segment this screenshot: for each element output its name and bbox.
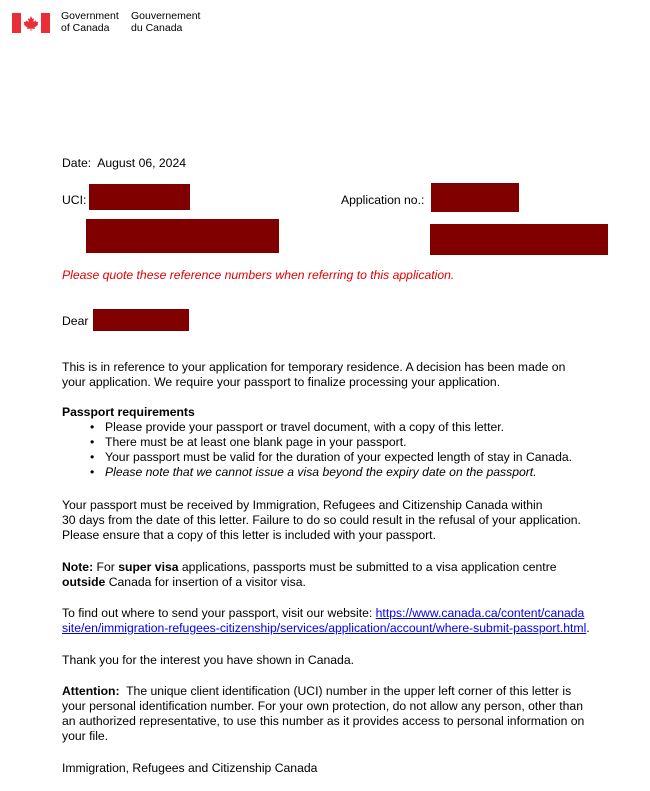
canada-flag-icon [12,13,50,33]
where-submit-passport-link[interactable]: https://www.canada.ca/content/canada [375,606,585,620]
intro-line: your application. We require your passport to finalize processing your application. [62,375,501,389]
signature: Immigration, Refugees and Citizenship Canada [62,761,318,775]
list-item: • There must be at least one blank page in your passport. [90,435,407,449]
gov-en-line2: of Canada [61,21,110,34]
uci-redaction [89,184,190,210]
receipt-line: Please ensure that a copy of this letter is included with your passport. [62,528,436,542]
list-item: • Please provide your passport or travel document, with a copy of this letter. [90,420,505,434]
list-item: • Your passport must be valid for the duration of your expected length of stay in Canada. [90,450,573,464]
reference-notice: Please quote these reference numbers when referring to this application. [62,268,455,282]
application-number-redaction [431,183,519,212]
date-label: Date: [62,156,92,170]
list-item: • Please note that we cannot issue a visa beyond the expiry date on the passport. [90,465,537,479]
gouvernement-du-canada-wordmark [131,11,200,34]
salutation: Dear [62,314,89,328]
passport-requirements-list [90,420,572,480]
recipient-name-redaction [93,309,189,331]
government-of-canada-wordmark [61,11,119,34]
intro-paragraph [62,360,622,390]
super-visa-note: Note: For super visa applications, passports must be submitted to a visa application centre outside Canada for insertion of a visitor visa. [62,560,557,589]
attention-paragraph: Attention: The unique client identification (UCI) number in the upper left corner of this letter is your personal identification number. For your own protection, do not allow any person, other than an authorized representative, to use this number as it provides access to personal information on your file. [62,684,585,743]
passport-requirements-heading: Passport requirements [62,405,195,419]
gov-en-line1: Government [61,10,119,22]
attention-label: Attention: [62,684,120,698]
gov-fr-line2: du Canada [131,21,183,34]
uci-label: UCI: [62,193,87,207]
address-redaction [430,224,608,255]
receipt-line: 30 days from the date of this letter. Failure to do so could result in the refusal of your application. [62,513,581,527]
thanks-line: Thank you for the interest you have shown in Canada. [62,653,355,667]
gov-fr-line1: Gouvernement [131,10,201,22]
note-label: Note: [62,560,94,574]
where-submit-passport-link-continued[interactable]: site/en/immigration-refugees-citizenship/services/application/account/where-submit-passport.html [62,621,587,635]
name-redaction [86,219,279,253]
intro-line: This is in reference to your application for temporary residence. A decision has been made on [62,360,566,374]
application-number-label: Application no.: [341,193,425,207]
receipt-line: Your passport must be received by Immigration, Refugees and Citizenship Canada within [62,498,543,512]
receipt-paragraph [62,498,622,543]
date-value: August 06, 2024 [97,156,187,170]
date-line [62,156,186,171]
website-paragraph: To find out where to send your passport, visit our website: https://www.canada.ca/content/canada site/en/immigration-refugees-citizenship/services/application/account/where-submit-passport.html. [62,606,590,635]
